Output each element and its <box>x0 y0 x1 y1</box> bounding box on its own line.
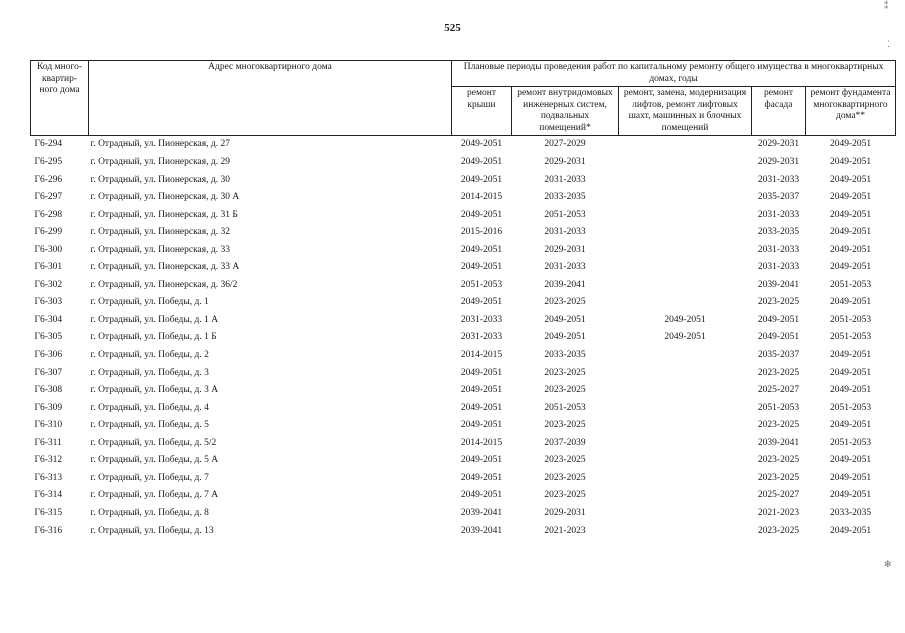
cell-facade: 2031-2033 <box>757 209 800 220</box>
cell-lifts <box>619 365 752 383</box>
cell-roof: 2049-2051 <box>460 244 503 255</box>
cell-address: г. Отрадный, ул. Победы, д. 1 Б <box>90 332 217 343</box>
cell-lifts <box>619 523 752 541</box>
cell-facade: 2029-2031 <box>757 139 800 150</box>
cell-address: г. Отрадный, ул. Победы, д. 13 <box>90 525 214 536</box>
cell-systems: 2031-2033 <box>544 227 586 238</box>
cell-foundation: 2049-2051 <box>829 174 872 185</box>
cell-facade: 2035-2037 <box>757 192 800 203</box>
cell-code: Г6-296 <box>34 174 63 185</box>
cell-lifts <box>619 259 752 277</box>
cell-foundation: 2049-2051 <box>829 227 872 238</box>
cell-code: Г6-313 <box>34 472 63 483</box>
header-periods-group: Плановые периоды проведения работ по капитальному ремонту общего имущества в многоквартирных домах, годы <box>452 61 896 87</box>
cell-code: Г6-311 <box>34 437 62 448</box>
cell-roof: 2049-2051 <box>460 209 503 220</box>
cell-systems: 2049-2051 <box>544 332 586 343</box>
cell-foundation: 2049-2051 <box>829 209 872 220</box>
cell-facade: 2021-2023 <box>757 507 800 518</box>
cell-facade: 2031-2033 <box>757 174 800 185</box>
cell-foundation: 2049-2051 <box>829 472 872 483</box>
cell-roof: 2049-2051 <box>460 367 503 378</box>
cell-foundation: 2051-2053 <box>829 402 872 413</box>
cell-lifts <box>619 417 752 435</box>
cell-systems: 2039-2041 <box>544 279 586 290</box>
cell-address: г. Отрадный, ул. Пионерская, д. 29 <box>90 157 230 168</box>
cell-facade: 2039-2041 <box>757 279 800 290</box>
table-row <box>31 400 896 418</box>
cell-foundation: 2049-2051 <box>829 350 872 361</box>
cell-roof: 2049-2051 <box>460 174 503 185</box>
cell-foundation: 2049-2051 <box>829 455 872 466</box>
cell-systems: 2031-2033 <box>544 174 586 185</box>
cell-roof: 2015-2016 <box>460 227 503 238</box>
cell-address: г. Отрадный, ул. Победы, д. 7 А <box>90 490 219 501</box>
cell-systems: 2029-2031 <box>544 244 586 255</box>
cell-lifts <box>619 154 752 172</box>
cell-facade: 2051-2053 <box>757 402 800 413</box>
header-systems: ремонт внутридомовых инженерных систем, подвальных помещений* <box>512 87 619 136</box>
cell-facade: 2023-2025 <box>757 525 800 536</box>
cell-foundation: 2049-2051 <box>829 297 872 308</box>
table-row <box>31 382 896 400</box>
cell-code: Г6-300 <box>34 244 63 255</box>
cell-lifts <box>619 382 752 400</box>
cell-foundation: 2049-2051 <box>829 420 872 431</box>
cell-address: г. Отрадный, ул. Пионерская, д. 30 <box>90 174 230 185</box>
cell-facade: 2033-2035 <box>757 227 800 238</box>
table-row <box>31 365 896 383</box>
cell-systems: 2033-2035 <box>544 350 586 361</box>
table-row <box>31 523 896 541</box>
cell-systems: 2023-2025 <box>544 367 586 378</box>
cell-roof: 2014-2015 <box>460 192 503 203</box>
cell-lifts <box>619 277 752 295</box>
table-header-row <box>31 61 896 87</box>
cell-lifts <box>619 505 752 523</box>
cell-code: Г6-309 <box>34 402 63 413</box>
cell-systems: 2023-2025 <box>544 297 586 308</box>
cell-code: Г6-304 <box>34 314 63 325</box>
cell-facade: 2023-2025 <box>757 420 800 431</box>
cell-code: Г6-314 <box>34 490 63 501</box>
cell-code: Г6-298 <box>34 209 63 220</box>
table-row <box>31 312 896 330</box>
cell-systems: 2031-2033 <box>544 262 586 273</box>
cell-systems: 2033-2035 <box>544 192 586 203</box>
cell-systems: 2023-2025 <box>544 490 586 501</box>
table-row <box>31 487 896 505</box>
cell-code: Г6-305 <box>34 332 63 343</box>
cell-roof: 2049-2051 <box>460 385 503 396</box>
cell-lifts <box>619 242 752 260</box>
cell-foundation: 2051-2053 <box>829 279 872 290</box>
cell-foundation: 2049-2051 <box>829 157 872 168</box>
cell-foundation: 2051-2053 <box>829 332 872 343</box>
table-row <box>31 224 896 242</box>
cell-roof: 2049-2051 <box>460 157 503 168</box>
cell-code: Г6-295 <box>34 157 63 168</box>
cell-address: г. Отрадный, ул. Победы, д. 7 <box>90 472 209 483</box>
cell-systems: 2023-2025 <box>544 420 586 431</box>
cell-roof: 2049-2051 <box>460 420 503 431</box>
cell-lifts <box>619 189 752 207</box>
cell-address: г. Отрадный, ул. Пионерская, д. 36/2 <box>90 279 238 290</box>
table-row <box>31 470 896 488</box>
cell-address: г. Отрадный, ул. Победы, д. 1 <box>90 297 209 308</box>
cell-facade: 2031-2033 <box>757 244 800 255</box>
table-row <box>31 417 896 435</box>
cell-foundation: 2049-2051 <box>829 367 872 378</box>
table-row <box>31 294 896 312</box>
cell-lifts <box>619 136 752 154</box>
cell-roof: 2049-2051 <box>460 139 503 150</box>
cell-systems: 2051-2053 <box>544 209 586 220</box>
cell-code: Г6-307 <box>34 367 63 378</box>
table-row <box>31 189 896 207</box>
header-roof: ремонт крыши <box>452 87 512 136</box>
cell-lifts <box>619 487 752 505</box>
cell-lifts <box>619 172 752 190</box>
cell-systems: 2029-2031 <box>544 157 586 168</box>
cell-facade: 2029-2031 <box>757 157 800 168</box>
cell-code: Г6-297 <box>34 192 63 203</box>
cell-address: г. Отрадный, ул. Победы, д. 3 А <box>90 385 219 396</box>
cell-facade: 2049-2051 <box>757 314 800 325</box>
table-row <box>31 207 896 225</box>
cell-systems: 2049-2051 <box>544 314 586 325</box>
cell-foundation: 2049-2051 <box>829 192 872 203</box>
cell-roof: 2014-2015 <box>460 350 503 361</box>
cell-facade: 2023-2025 <box>757 297 800 308</box>
cell-facade: 2025-2027 <box>757 385 800 396</box>
cell-address: г. Отрадный, ул. Пионерская, д. 33 А <box>90 262 240 273</box>
cell-lifts <box>619 207 752 225</box>
cell-roof: 2051-2053 <box>460 279 503 290</box>
cell-lifts <box>619 435 752 453</box>
cell-facade: 2023-2025 <box>757 367 800 378</box>
cell-facade: 2023-2025 <box>757 472 800 483</box>
cell-foundation: 2049-2051 <box>829 385 872 396</box>
cell-code: Г6-294 <box>34 139 63 150</box>
cell-systems: 2021-2023 <box>544 525 586 536</box>
cell-lifts <box>619 400 752 418</box>
cell-address: г. Отрадный, ул. Победы, д. 5 <box>90 420 209 431</box>
cell-roof: 2049-2051 <box>460 455 503 466</box>
cell-code: Г6-299 <box>34 227 63 238</box>
cell-roof: 2049-2051 <box>460 402 503 413</box>
cell-address: г. Отрадный, ул. Пионерская, д. 32 <box>90 227 230 238</box>
cell-systems: 2027-2029 <box>544 139 586 150</box>
table-row <box>31 242 896 260</box>
cell-facade: 2039-2041 <box>757 437 800 448</box>
cell-roof: 2049-2051 <box>460 490 503 501</box>
cell-lifts <box>619 347 752 365</box>
cell-foundation: 2049-2051 <box>829 490 872 501</box>
cell-code: Г6-316 <box>34 525 63 536</box>
cell-systems: 2023-2025 <box>544 455 586 466</box>
cell-systems: 2023-2025 <box>544 472 586 483</box>
cell-lifts <box>619 224 752 242</box>
cell-roof: 2031-2033 <box>460 332 503 343</box>
cell-code: Г6-315 <box>34 507 63 518</box>
cell-systems: 2023-2025 <box>544 385 586 396</box>
cell-code: Г6-310 <box>34 420 63 431</box>
header-code: Код много-квартир-ного дома <box>31 61 89 136</box>
scan-artifact-mark: ⁚ <box>887 40 890 50</box>
table-row <box>31 505 896 523</box>
cell-address: г. Отрадный, ул. Пионерская, д. 33 <box>90 244 230 255</box>
cell-facade: 2031-2033 <box>757 262 800 273</box>
cell-roof: 2039-2041 <box>460 525 503 536</box>
table-row <box>31 435 896 453</box>
cell-code: Г6-308 <box>34 385 63 396</box>
header-foundation: ремонт фундамента многоквартирного дома** <box>806 87 896 136</box>
cell-address: г. Отрадный, ул. Победы, д. 1 А <box>90 314 219 325</box>
scan-artifact-mark: ⁑ <box>884 2 889 12</box>
cell-lifts: 2049-2051 <box>664 314 706 325</box>
table-row <box>31 154 896 172</box>
cell-roof: 2049-2051 <box>460 472 503 483</box>
cell-facade: 2049-2051 <box>757 332 800 343</box>
cell-foundation: 2051-2053 <box>829 314 872 325</box>
cell-address: г. Отрадный, ул. Победы, д. 3 <box>90 367 209 378</box>
cell-roof: 2049-2051 <box>460 262 503 273</box>
cell-foundation: 2033-2035 <box>829 507 872 518</box>
table-row <box>31 452 896 470</box>
cell-foundation: 2049-2051 <box>829 244 872 255</box>
header-address: Адрес многоквартирного дома <box>89 61 452 136</box>
header-lifts: ремонт, замена, модернизация лифтов, ремонт лифтовых шахт, машинных и блочных помещений <box>619 87 752 136</box>
cell-code: Г6-301 <box>34 262 63 273</box>
cell-foundation: 2049-2051 <box>829 262 872 273</box>
cell-facade: 2023-2025 <box>757 455 800 466</box>
cell-lifts <box>619 452 752 470</box>
cell-systems: 2051-2053 <box>544 402 586 413</box>
cell-roof: 2031-2033 <box>460 314 503 325</box>
capital-repair-schedule-table <box>30 60 896 540</box>
cell-facade: 2035-2037 <box>757 350 800 361</box>
table-row <box>31 136 896 154</box>
cell-systems: 2029-2031 <box>544 507 586 518</box>
cell-address: г. Отрадный, ул. Победы, д. 2 <box>90 350 209 361</box>
cell-code: Г6-302 <box>34 279 63 290</box>
table-row <box>31 172 896 190</box>
cell-code: Г6-303 <box>34 297 63 308</box>
cell-address: г. Отрадный, ул. Пионерская, д. 30 А <box>90 192 240 203</box>
cell-address: г. Отрадный, ул. Победы, д. 5 А <box>90 455 219 466</box>
cell-foundation: 2049-2051 <box>829 139 872 150</box>
cell-address: г. Отрадный, ул. Победы, д. 4 <box>90 402 209 413</box>
cell-lifts: 2049-2051 <box>664 332 706 343</box>
header-facade: ремонт фасада <box>752 87 806 136</box>
table-row <box>31 277 896 295</box>
cell-lifts <box>619 294 752 312</box>
table-row <box>31 259 896 277</box>
cell-address: г. Отрадный, ул. Победы, д. 5/2 <box>90 437 217 448</box>
cell-foundation: 2049-2051 <box>829 525 872 536</box>
table-row <box>31 347 896 365</box>
cell-roof: 2014-2015 <box>460 437 503 448</box>
cell-code: Г6-306 <box>34 350 63 361</box>
cell-foundation: 2051-2053 <box>829 437 872 448</box>
cell-roof: 2049-2051 <box>460 297 503 308</box>
table-body <box>31 136 896 540</box>
cell-facade: 2025-2027 <box>757 490 800 501</box>
cell-roof: 2039-2041 <box>460 507 503 518</box>
cell-lifts <box>619 470 752 488</box>
cell-code: Г6-312 <box>34 455 63 466</box>
cell-address: г. Отрадный, ул. Пионерская, д. 31 Б <box>90 209 238 220</box>
cell-address: г. Отрадный, ул. Победы, д. 8 <box>90 507 209 518</box>
scan-artifact-mark: ✻ <box>884 560 892 570</box>
table-row <box>31 329 896 347</box>
cell-systems: 2037-2039 <box>544 437 586 448</box>
page-number: 525 <box>444 22 461 34</box>
cell-address: г. Отрадный, ул. Пионерская, д. 27 <box>90 139 230 150</box>
